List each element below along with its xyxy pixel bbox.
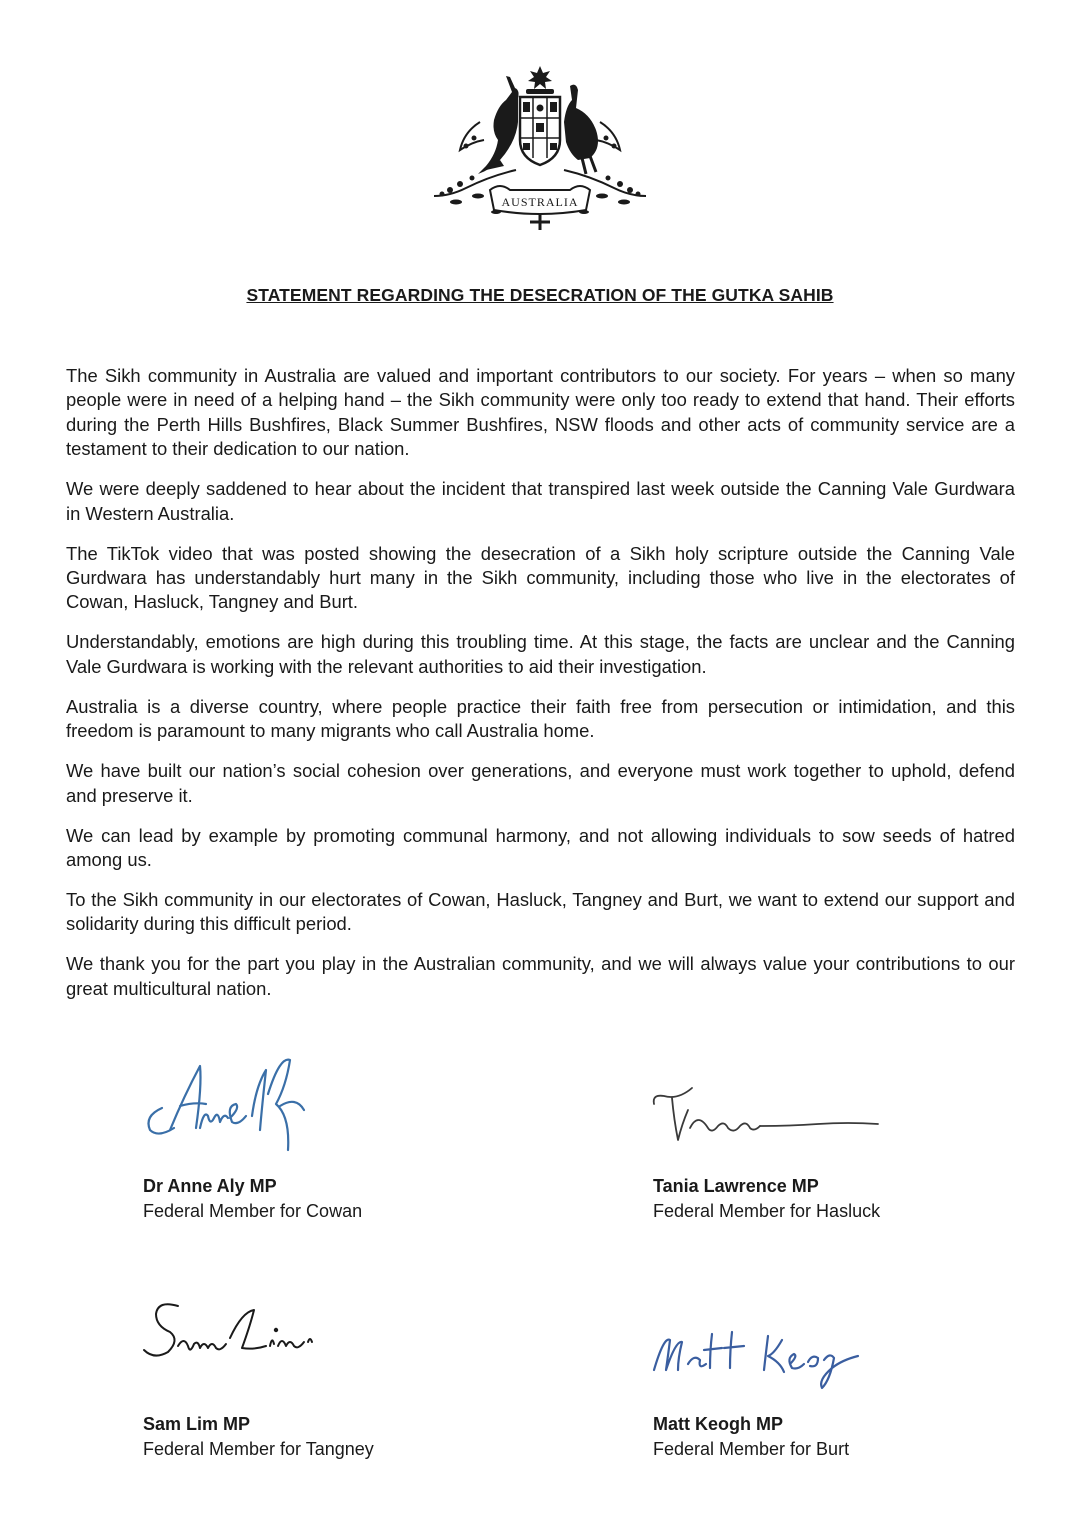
- crest-scroll-label: AUSTRALIA: [501, 195, 579, 209]
- paragraph: We can lead by example by promoting communal harmony, and not allowing individuals to sow seeds of hatred among us.: [66, 824, 1015, 871]
- signatory-role: Federal Member for Cowan: [143, 1201, 363, 1221]
- paragraph: Understandably, emotions are high during this troubling time. At this stage, the facts are unclear and the Canning Vale Gurdwara is working with the relevant authorities to aid their investigation.: [66, 631, 1015, 677]
- signatory-name: Tania Lawrence MP: [653, 1176, 819, 1196]
- signature-sam-lim: [138, 1296, 338, 1376]
- signatory-role: Federal Member for Tangney: [143, 1439, 374, 1459]
- paragraph: To the Sikh community in our electorates of Cowan, Hasluck, Tangney and Burt, we want to extend our support and solidarity during this difficult period.: [66, 889, 1015, 935]
- document-title: STATEMENT REGARDING THE DESECRATION OF THE GUTKA SAHIB: [246, 285, 834, 305]
- statement-body: [66, 364, 1015, 1017]
- signatory-sam-lim: [143, 1412, 473, 1462]
- signatory-name: Sam Lim MP: [143, 1414, 251, 1434]
- signatory-tania-lawrence: [653, 1174, 983, 1224]
- paragraph: We thank you for the part you play in the Australian community, and we will always value your contributions to our great multicultural nation.: [66, 953, 1015, 999]
- signatory-anne-aly: [143, 1174, 473, 1224]
- signatory-role: Federal Member for Hasluck: [653, 1201, 881, 1221]
- emu-icon: [564, 85, 598, 160]
- paragraph: We were deeply saddened to hear about the incident that transpired last week outside the Canning Vale Gurdwara in Western Australia.: [66, 478, 1015, 524]
- kangaroo-icon: [478, 76, 519, 174]
- signatory-role: Federal Member for Burt: [653, 1439, 850, 1459]
- paragraph: The Sikh community in Australia are valued and important contributors to our society. For years – when so many people were in need of a helping hand – the Sikh community were only too ready to extend that hand. Their efforts during the Perth Hills Bushfires, Black Summer Bushfires, NSW floods and other acts of community service are a testament to their dedication to our nation.: [66, 365, 1015, 460]
- signatory-name: Dr Anne Aly MP: [143, 1176, 277, 1196]
- paragraph: We have built our nation’s social cohesion over generations, and everyone must work together to uphold, defend and preserve it.: [66, 760, 1015, 806]
- signature-tania-lawrence: [648, 1074, 884, 1154]
- coat-of-arms-emblem: [420, 62, 660, 237]
- paragraph: The TikTok video that was posted showing the desecration of a Sikh holy scripture outside the Canning Vale Gurdwara has understandably hurt many in the Sikh community, including those who live in the electorates of Cowan, Hasluck, Tangney and Burt.: [66, 542, 1015, 613]
- signature-anne-aly: [140, 1046, 320, 1156]
- signatory-matt-keogh: [653, 1412, 983, 1462]
- paragraph: Australia is a diverse country, where people practice their faith free from persecution or intimidation, and this freedom is paramount to many migrants who call Australia home.: [66, 695, 1015, 742]
- commonwealth-star-icon: [528, 66, 552, 89]
- signatory-name: Matt Keogh MP: [653, 1414, 783, 1434]
- signature-matt-keogh: [648, 1326, 868, 1396]
